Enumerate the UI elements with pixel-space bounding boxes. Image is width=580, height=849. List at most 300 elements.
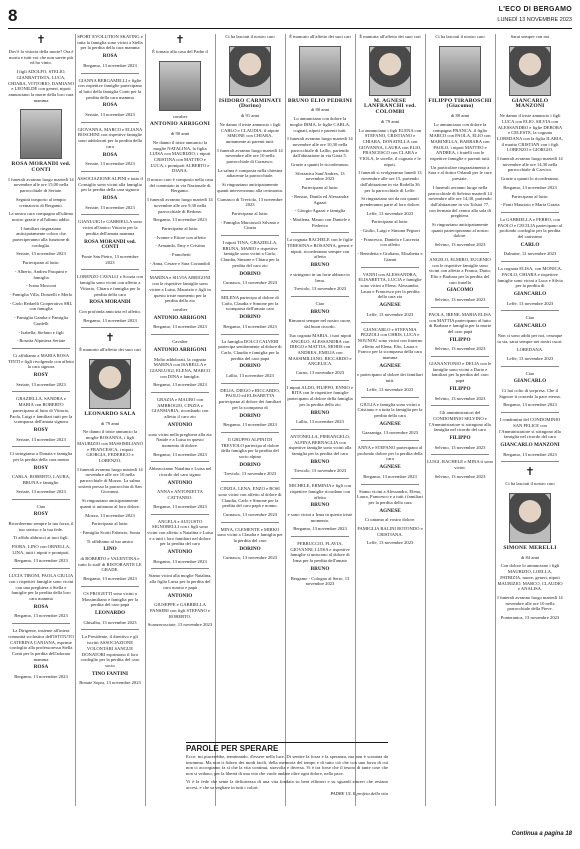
notice-text: FIORA, LINO con ORNELLA, LINA, tutti i nipoti e pronipoti. — [11, 544, 71, 555]
notice-name: GIANCARLO — [513, 323, 547, 330]
portrait-photo — [509, 46, 551, 96]
notice-divider — [361, 440, 419, 441]
notice-text: Leffe, 13 novembre 2023 — [366, 540, 414, 546]
notice-text: Ci ha lasciati il nostro caro — [435, 34, 485, 39]
notice-text: I familiari ringraziano anticipatamente coloro che parteciperanno alla funzione di cordoglio. — [12, 225, 70, 248]
notice-divider — [221, 235, 279, 236]
notice-text: Ponteranica, 13 novembre 2023 — [500, 615, 560, 621]
notice-text: Bergamo, 13 novembre 2023 — [14, 613, 68, 619]
notice-text: e stringono in un forte abbraccio Irma. — [290, 271, 350, 283]
notice-text: ASSOCIAZIONE ALPINI e tutto il Consiglio sono vicini alla famiglia per la perdita della cara signora — [77, 175, 143, 193]
notice-divider — [12, 499, 70, 500]
notice-text: Grazie a quanti le ricorderanno. — [290, 162, 350, 168]
notice-name: TINO FANTINI — [91, 670, 129, 677]
notice-text: La salma è composta nella chiesina adiacente la parrocchiale. — [217, 167, 283, 179]
notice-text: - Benedetta e Giuliano, Elisabetta e Gianni — [357, 251, 423, 262]
notice-divider — [151, 270, 209, 271]
notice-text: È mancato all'affetto dei suoi cari — [289, 34, 351, 39]
notice-divider — [221, 334, 279, 335]
portrait-photo — [369, 46, 411, 96]
notice-divider — [81, 122, 139, 123]
notice-text: Con dolore lo annunciano i figli MAURIZIO, LOELLA, PATRIZIA, nuore, generi, nipoti MAURIZIO, MARCO, CLAUDIO e ANALISA. — [497, 563, 563, 592]
notice-text: Selvino, 13 novembre 2023 — [434, 242, 486, 248]
notice-text: - Rosetta Alpiniera Seriate — [16, 338, 66, 344]
notice-text: e partecipano al dolore dei familiari tutti. — [357, 372, 423, 384]
notice-name: ROSY — [33, 511, 49, 518]
notice-text: Lallio, 13 novembre 2023 — [296, 419, 344, 425]
notice-text: Si ringraziano sin da ora quanti prenderanno parte al loro dolore. — [359, 196, 421, 207]
notice-divider — [501, 310, 559, 311]
notice-text: Con profonda amicizia ed affetto. — [79, 308, 141, 314]
notice-text: Il nostro caro è composto nella casa del commiato in via Nazionale di Bergamo. — [147, 177, 213, 194]
column-7 — [427, 34, 493, 806]
notice-text: Scanzorosciate, 13 novembre 2023 — [147, 622, 213, 628]
notice-text: sono vicini nella preghiera alla zia Natale e a Luisa in questo momento di dolore. — [148, 431, 212, 448]
notice-text: ANTONELLA, PIERANGELO, ALFINA BERNAGLIA con rispettive famiglie sono vicini alla famiglia per la perdita del caro — [288, 433, 352, 457]
deceased-name: ANTONIO ARRIGONI — [149, 121, 211, 128]
portrait-photo — [20, 109, 62, 159]
notice-text: Ti affido abbracci ai tuoi figli. — [13, 535, 69, 541]
notice-text: La Presidente, il direttivo e gli iscritti ASSOCIAZIONE VOLONTARI SANGUE DONATORI esprimono il loro cordoglio per la perdita del caro socio — [80, 634, 140, 668]
notice-text: Bergamo, 13 novembre 2023 — [153, 558, 207, 564]
notice-name: DORINO — [239, 314, 261, 321]
portrait-photo — [89, 359, 131, 409]
notice-text: Leffe, 13 novembre 2023 — [506, 355, 554, 361]
notice-name: LINO — [103, 546, 117, 553]
notice-text: Seriate, 13 novembre 2023 — [85, 204, 135, 210]
notice-divider — [81, 586, 139, 587]
notice-text: Leffe, 13 novembre 2023 — [506, 300, 554, 306]
cross-icon: ✝ — [36, 34, 46, 46]
notice-text: Ciao — [525, 315, 535, 321]
notice-text: Partecipano al lutto: — [301, 185, 339, 191]
notice-divider — [221, 290, 279, 291]
deceased-name: ISIDORO CARMINATI (Dorino) — [218, 97, 282, 110]
notice-text: Ci uniamo al vostro dolore. — [364, 517, 416, 523]
notice-text: Rimarrai sempre nel nostro cuore, dal buon ricordo. — [288, 318, 352, 330]
notice-divider — [12, 348, 70, 349]
notice-text: Dalmine, 12 novembre 2023 — [503, 251, 557, 257]
notice-text: - Famiglia Gamba e Famiglia Gardelli — [13, 315, 69, 326]
notice-text: Mozzo, 13 novembre 2023 — [85, 512, 135, 518]
notice-name: FILIPPO — [449, 336, 471, 343]
notice-name: ANTONIO ARRIGONI — [153, 314, 207, 321]
notice-text: - Carlo Redaelli Cooperativa SRL con famiglia — [9, 300, 73, 312]
notice-name: ANTONIO — [167, 479, 193, 486]
notice-text: GIUSEPPE e GABRIELLA PANSERI con figli STEFANO e ROBERTO. — [150, 602, 210, 619]
notice-text: I funerali avranno luogo martedì 14 novembre alle ore 10 nella parrocchiale della Pieve. — [497, 594, 563, 612]
notice-text: ANGELO, ELMIRO, EUGENIO con le rispettive famiglie sono vicini con affetto a Franca, Dario, Elio e Barbara per la perdita del caro fratello — [428, 256, 492, 285]
notice-text: È mancato all'affetto dei suoi cari — [79, 347, 141, 353]
notice-text: LOREDANA. — [516, 347, 544, 353]
notice-text: di ROBERTO e VALENTINA e tutto lo staff di RISTORANTE LE GRADE. — [78, 556, 142, 573]
deceased-name: BRUNO ELIO PEDRINI — [287, 97, 353, 104]
notice-text: di 91 anni — [240, 113, 260, 119]
notice-text: Seriate, 13 novembre 2023 — [16, 381, 66, 387]
notice-text: Siamo vicini a Alessandro, Elena, Laura, Francesco e a tutti i familiari per la perdita della cara — [357, 488, 423, 505]
notice-name: DORINO — [239, 363, 261, 370]
notice-name: DORINO — [239, 545, 261, 552]
notice-text: Bergamo, 13 novembre 2023 — [83, 62, 137, 68]
notice-text: - Marilena, Mauro con Daniele e Federico — [289, 216, 351, 228]
notice-text: Molto addolorati, la cognata MARINA con ISABELLA e GIANLUIGI, ELENA, MARCO con DINA e famiglie. — [149, 356, 211, 379]
notice-name: FILIPPO — [449, 385, 471, 392]
deceased-name: ROSA MORANDI ved. CONTI — [11, 161, 71, 174]
notice-text: I condomini del CONDOMINIO SAN FELICE con l'Amministratore si stringono alla famiglia nel ricordo del caro — [499, 417, 561, 440]
notice-text: Selvino, 13 novembre 2023 — [434, 473, 486, 479]
notice-divider — [361, 267, 419, 268]
notice-divider — [291, 429, 349, 430]
notice-text: Partecipano al lutto: — [511, 193, 549, 199]
notice-text: LUIGI, RACHELE e MINA ti sono vicini. — [427, 459, 493, 471]
notice-name: ROSY — [33, 426, 49, 433]
column-3 — [147, 34, 213, 734]
notice-text: È tornato alla casa del Padre il — [152, 49, 208, 54]
notice-text: Gli amministratori del CONDOMINIO SELVINO e l'Amministratore si stringono alla famiglia nel ricordo del caro — [429, 410, 491, 433]
notice-text: Bergamo, 13 novembre 2023 — [14, 674, 68, 680]
notice-text: Dov'è la vittoria della morte? Ora è morta e tutti voi che non sarete più ed ho vinto. — [8, 49, 74, 66]
notice-text: Ci hai colto di sorpresa. Che il Signore ti conceda la pace eterna. — [499, 388, 561, 399]
notice-text: Il GRUPPO ALPINI DI TREVIOLO partecipa al dolore della famiglia per la perdita del socio alpino — [220, 436, 280, 460]
notice-text: Curnasco di Treviolo, 13 novembre 2023 — [217, 196, 283, 208]
notice-text: e sono vicini a Irma in questo triste momento. — [287, 511, 353, 523]
notice-text: ANNA e ANTONIETTA CATTANEO. — [157, 489, 203, 501]
notice-text: Ci ha lasciati il nostro caro — [225, 34, 275, 39]
column-4 — [217, 34, 283, 734]
notice-name: BRUNO — [310, 565, 330, 572]
notice-divider — [81, 629, 139, 630]
notice-divider — [501, 366, 559, 367]
notice-name: AGNESE — [379, 302, 401, 309]
notice-text: Siamo vicini alla moglie Natalina, alla figlia Luisa per la perdita del caro marito e papà — [148, 573, 212, 590]
notice-text: Seriate, 13 novembre 2023 — [16, 436, 66, 442]
notice-divider — [291, 536, 349, 537]
column-rule — [145, 34, 146, 806]
notice-text: Non ci sono addii per noi, ovunque tu sia, sarai sempre nei nostri cuori. — [497, 332, 563, 344]
notice-name: LEONARDO — [95, 610, 125, 616]
notice-divider — [431, 307, 489, 308]
notice-text: Ti affidiamo al tuo amico — [86, 538, 134, 544]
notice-text: Bergamo - Cologno al Serio, 13 novembre 2023 — [290, 575, 350, 587]
notice-text: Cavalier — [172, 339, 188, 345]
notice-name: BRUNO — [310, 308, 330, 315]
portrait-photo — [439, 46, 481, 96]
notice-name: ROSA — [102, 53, 118, 60]
notice-text: Ghisalba, 13 novembre 2023 — [83, 619, 137, 625]
notice-text: Ponte San Pietro, 13 novembre 2023 — [81, 253, 139, 265]
notice-text: Bergamo, 13 novembre 2023 — [503, 184, 557, 190]
notice-text: GRAZIA e MAURO con AMBROGIO, CINZIA e GIANMARIA, ricordando con affetto il caro zio — [151, 397, 209, 420]
notice-name: GIANCARLO MANZONI — [500, 441, 560, 448]
notice-text: I nipoti ALDO, FILIPPO, ENNIO e RITA con le rispettive famiglie partecipano al dolore della famiglia per la perdita dello zio — [287, 384, 353, 407]
notice-text: I funerali avranno luogo martedì 14 novembre alle ore 15,00 nella parrocchiale di Seriate. — [8, 176, 74, 194]
column-rule — [285, 34, 286, 806]
notice-text: Leffe, 13 novembre 2023 — [366, 386, 414, 392]
notice-text: I funerali avranno luogo martedì 14 novembre alle ore 10,30 nella parrocchiale di Lallio, partendo dall'abitazione in via Gioia 5. — [287, 136, 353, 159]
notice-name: BRUNO — [310, 262, 330, 269]
notice-text: Leffe, 13 novembre 2023 — [366, 210, 414, 216]
notice-text: Bergamo, 13 novembre 2023 — [503, 451, 557, 457]
cross-icon: ✝ — [175, 34, 185, 46]
notice-name: ANTONIO — [167, 421, 193, 428]
notice-name: ROSY — [33, 372, 49, 379]
notice-divider — [291, 296, 349, 297]
notice-name: DORINO — [239, 412, 261, 419]
editorial-text-2: Vi è la fede che sente la delicatezza di una vita fondata su beni effimeri e su sguardi sinceri che restano accesi, e che sa vegliare in tutti i colori. — [186, 778, 388, 790]
notice-text: Sarai sempre con noi — [510, 34, 550, 39]
notice-text: FERRUCCIO, FLAVIA, GIOVANNI, LUISA e rispettive famiglie si uniscono al dolore di Irma per la perdita dell'amato — [290, 541, 350, 564]
notice-divider — [151, 568, 209, 569]
notice-divider — [291, 478, 349, 479]
notice-text: Curnasco, 13 novembre 2023 — [222, 280, 278, 286]
notice-text: Lo annunciano con dolore la moglie IRMA, le figlie CARLA, cognati, nipoti e parenti tutti. — [289, 116, 351, 133]
column-rule — [75, 34, 76, 806]
notice-text: - Alberto, Andrea Pasquini e famiglia — [14, 268, 68, 280]
notice-text: I funerali avranno luogo martedì 14 novembre alle ore 10 nella parrocchiale di Curnasco. — [217, 147, 283, 165]
notice-text: - Ivana Mosconi — [25, 283, 57, 289]
deceased-name: SIMONE MERELLI — [503, 545, 557, 552]
notice-text: Treviolo, 13 novembre 2023 — [293, 468, 347, 474]
notice-text: GIANANTONIO e DELIA con le famiglie sono vicini a Dario e familiari per la perdita del caro papà — [428, 361, 492, 384]
notice-text: Tua cognata MARIA, i tuoi nipoti ANGELO, ALESSANDRA con DIEGO e MATTIA, MORIS con ANDREA, EMILIA con MASSIMILIANO, RICCARDO e ANGELICA. — [288, 332, 352, 367]
notice-divider — [501, 212, 559, 213]
notice-text: - Franchetti — [169, 252, 191, 258]
portrait-photo — [159, 61, 201, 111]
notice-text: Curno, 13 novembre 2023 — [295, 370, 345, 376]
notice-name: ROSA — [102, 195, 118, 202]
notice-text: Ne danno il triste annuncio i figli CARLO e CLAUDIA, il nipote SIMONE con CHIARA, unitamente ai parenti tutti. — [219, 121, 281, 144]
notice-name: ROSA — [102, 151, 118, 158]
notice-name: ROSA — [102, 102, 118, 109]
notice-text: Bergamo, 13 novembre 2023 — [363, 473, 417, 479]
notice-divider — [151, 514, 209, 515]
notice-text: Bergamo, 13 novembre 2023 — [83, 317, 137, 323]
notice-text: Partecipano al lutto: — [161, 225, 199, 231]
notice-divider — [221, 383, 279, 384]
notice-name: AGNESE — [379, 362, 401, 369]
notice-name: DORINO — [239, 461, 261, 468]
notice-name: GIANCARLO — [513, 378, 547, 385]
notice-text: La famiglia DOLCI CALVERI partecipa sentitamente al dolore di Carlo, Claudia e famiglia per la perdita del caro papà — [218, 338, 282, 361]
notice-name: ROSA — [33, 603, 49, 610]
notice-text: MARINA e SILVIA ARRIGONI con le rispettive famiglie sono vicine a Luisa, Maurizio e figli in questo triste momento per la perdita dello zio — [149, 275, 211, 304]
notice-text: CARLA, ROBERTO, LAURA, BRUNA e famiglie. — [11, 474, 71, 486]
page-header — [8, 6, 572, 29]
notice-text: Bergamo, 13 novembre 2023 — [153, 503, 207, 509]
notice-text: Partecipano al lutto: — [91, 521, 129, 527]
notice-divider — [431, 454, 489, 455]
notice-text: GIANCARLO e STEFANIA PEZZOLI con CHRIS, LUCA e NOUNOU sono vicini con fraterno affetto ad Elena, Elio, Laura e Franco per la scomparsa della cara mamma — [357, 326, 423, 361]
notice-divider — [361, 484, 419, 485]
notice-text: Seguirà trasporto al tempio crematorio di Bergamo. — [16, 196, 66, 208]
notice-text: MICHELE, ERMINIA e figli con rispettive famiglie ricordano con affetto — [289, 483, 351, 500]
notice-name: AGNESE — [379, 464, 401, 471]
notice-divider — [221, 481, 279, 482]
notice-name: BRUNO — [310, 458, 330, 465]
notice-text: I funerali avranno luogo nella parrocchiale di Selvino martedì 14 novembre alle ore 14,30, partendo dall'abitazione in via Tolstoi 77, con fermata del centro alla sala di preghiera. — [428, 184, 492, 219]
notice-text: di 79 anni — [100, 420, 120, 426]
notice-text: Si ringraziano anticipatamente quanti si uniranno al loro dolore. — [79, 498, 141, 509]
notice-text: - Giorgio Agazzi e famiglia — [294, 208, 346, 214]
cross-icon: ✝ — [525, 466, 535, 479]
notice-text: FAMIGLIA BALINI ROTONDO e CRISTIANA. — [357, 526, 423, 537]
column-5 — [287, 34, 353, 734]
column-rule — [355, 34, 356, 806]
portrait-photo — [299, 46, 341, 96]
notice-text: Lo annunciano con dolore la compagna FRANCA, il figlio MARCO con PAOLA, ELIO con MARINELLA, BARBARA con PAOLO, i nipoti MATTEO e ANDREA, i fratelli con le rispettive famiglie e parenti tutti. — [429, 121, 491, 162]
notice-text: di 90 anni — [170, 131, 190, 137]
notice-name: ANTONIO — [167, 592, 193, 599]
notice-divider — [431, 405, 489, 406]
notice-name: AGNESE — [379, 507, 401, 514]
notice-text: SPORT EVOLUTION SKATING e tutta la famiglia sono vicini a Stella per la perdita della cara mamma — [77, 34, 143, 51]
notice-text: I funerali avranno luogo martedì 14 novembre alle ore 9,30 nella parrocchiale di Redona. — [147, 197, 213, 214]
notice-divider — [12, 623, 70, 624]
notice-text: GRAZIELLA, SANDRA e MARIA con ROBERTO partecipano al lutto di Vittorio, Paola, Luigi e familiari tutti per la scomparsa dell'amata signora — [9, 396, 73, 425]
notice-text: di 80 anni — [310, 107, 330, 113]
notice-text: Ciao — [36, 503, 46, 509]
notice-text: Partecipano al lutto: — [22, 260, 60, 266]
notice-text: ANNA e STEFANO partecipano al profondo dolore per la perdita della cara — [357, 445, 423, 462]
notice-text: Bergamo, 13 novembre 2023 — [223, 323, 277, 329]
notice-name: FILIPPO — [449, 435, 471, 442]
notice-name: AGNESE — [379, 420, 401, 427]
notice-text: I funerali avranno luogo martedì 14 novembre alle ore 14,30 nella parrocchiale di Carvico. — [497, 156, 563, 173]
notice-name: DORINO — [239, 270, 261, 277]
notice-name: GIACOMO — [446, 287, 474, 294]
notice-text: Treviolo, 13 novembre 2023 — [223, 471, 277, 477]
notice-text: - Famiglia Villa, Donzelli e Merlo — [9, 291, 73, 297]
editorial-text: Ecco: mi piacerebbe, terminando, d'essere nella luce. Di sentire la forza e la speranza, ma non è scontata da insomma. Ma non ti fidavo dei modi facili, della memoria del tempo e di tutto ciò che con una forza di cui non ci accorgiamo fa sì che la vita continui, stravolta e diversa. Vi è tra forse che il tesoro di tante cose che non si vedono, per la libertà di una vita che vuole andare oltre ogni dolore, nella pace. — [186, 753, 388, 777]
notice-divider — [12, 446, 70, 447]
notice-divider — [361, 322, 419, 323]
notice-text: GIANLUIGI e GABRIELLA sono vicini all'amico Vittorio per la perdita dell'amata mamma — [78, 219, 142, 236]
notice-text: - Famiglia Marcassoli Silvano e Cinzia — [220, 219, 280, 231]
notice-divider — [12, 568, 70, 569]
notice-text: - Famiglia Scotti Fabrizio, Sonia — [79, 529, 141, 535]
notice-text: Seriate, 13 novembre 2023 — [16, 251, 66, 257]
notice-text: Curnasco, 13 novembre 2023 — [222, 511, 278, 517]
notice-text: Bergamo, 13 novembre 2023 — [223, 422, 277, 428]
deceased-name: FILIPPO TIRABOSCHI (Giacomo) — [428, 97, 492, 110]
notice-divider — [81, 327, 139, 328]
notice-text: I figli ADOLFO, STELIO, GIANBATTISTA, LUCA, CHIARA, VITTORIO, DAMIANO e LEONILDE con generi, nipoti annunciano la morte della loro cara mamma — [8, 69, 74, 103]
notice-text: Bergamo, 13 novembre 2023 — [83, 576, 137, 582]
notice-text: I nipoti TINA, GRAZIELLA, BRUNA, MARIO e rispettive famiglie sono vicini a Carlo, Claudia, Simone e Chiara per la perdita del caro zio — [220, 240, 280, 268]
notice-name: ROSA MORANDI ved. CONTI — [84, 238, 136, 251]
notice-text: Bergamo, 13 novembre 2023 — [293, 526, 347, 532]
notice-divider — [291, 232, 349, 233]
notice-text: Seriate, 13 novembre 2023 — [85, 112, 135, 118]
notice-text: Ci ha lasciati il nostro caro — [505, 481, 555, 487]
notice-text: Bergamo, 13 novembre 2023 — [153, 217, 207, 223]
notice-name: ROSA — [33, 664, 49, 671]
column-6 — [357, 34, 423, 734]
notice-text: Ricorderemo sempre la tua forza, il tuo sorriso e la tua fede. — [8, 520, 74, 532]
notice-divider — [12, 391, 70, 392]
notice-text: CINZIA, LENA, ENZO e ROSI sono vicini con affetto al dolore di Claudia, Carlo e Simone per la perdita del caro papà e nonno. — [218, 486, 282, 509]
deceased-name: GIANCARLO MANZONI — [511, 97, 549, 110]
notice-text: Lo annunciano i figli ELENA con STEFANO, CRISTIANO e CHIARA, DONATELLA con GIOVANNA, LAURA con ELIO, FRANCESCO con CLARA e VIOLA, le sorelle, il cognato e le nipoti. — [358, 127, 422, 167]
notice-divider — [221, 522, 279, 523]
cross-icon: ✝ — [105, 332, 115, 345]
notice-text: Lallio, 13 novembre 2023 — [226, 373, 274, 379]
notice-text: Selvino, 13 novembre 2023 — [434, 346, 486, 352]
notice-text: Bonate Sopra, 13 novembre 2023 — [79, 680, 141, 686]
notice-divider — [431, 252, 489, 253]
notice-text: Si ringraziano anticipatamente quanti parteciperanno al nostro dolore. — [431, 222, 489, 239]
column-rule — [215, 34, 216, 806]
column-2 — [77, 34, 143, 806]
notice-text: I funerali si svolgeranno lunedì 13 novembre alle ore 15, partendo dall'abitazione in via Rodella 36 per la parrocchiale di Leffe. — [358, 170, 422, 193]
notice-name: ANTONIO — [167, 549, 193, 556]
notice-text: Selvino, 13 novembre 2023 — [434, 297, 486, 303]
notice-text: Ciao — [525, 370, 535, 376]
notice-name: GIANCARLO — [513, 290, 547, 297]
notice-text: Sforzatica Sant'Andrea, 13 novembre 2023 — [295, 170, 345, 182]
notice-divider — [151, 334, 209, 335]
notice-text: Ne danno il triste annuncio i figli LUCA con ELIO, SILVIA con ALESSANDRO e figlie DEBORA e CELESTE, la cognata LOREDANA con la figlia ILARIA, il marito CRISTIAN con i figli LORENZO e GIORGIO. — [497, 113, 563, 153]
notice-divider — [81, 269, 139, 270]
notice-text: Un particolare ringraziamento a Sara e al dottor Orlandi per le cure prestate. — [428, 164, 492, 182]
notice-name: CARLO — [520, 241, 540, 248]
notice-divider — [431, 356, 489, 357]
notice-text: - Giulio, Luigi e Simona Pegurri — [360, 228, 420, 234]
portrait-photo — [229, 46, 271, 96]
notice-divider — [501, 261, 559, 262]
editorial-signature: PADRE UL Il profeta della vita — [330, 790, 388, 796]
notice-text: Curnasco, 13 novembre 2023 — [222, 555, 278, 561]
notice-text: Selvino, 13 novembre 2023 — [434, 444, 486, 450]
notice-text: - Armando, Emy e Cristina — [155, 243, 205, 249]
notice-divider — [291, 380, 349, 381]
notice-text: Si ringraziano anticipatamente quanti interverranno alla cerimonia. — [217, 182, 283, 193]
notice-text: Bergamo, 13 novembre 2023 — [153, 451, 207, 457]
notice-text: ANGELA e AUGUSTO SIGNORELLI con i figli sono vicini con affetto a Natalina e Luisa e a tutti i loro familiari nel dolore per la perdita del caro — [147, 518, 213, 547]
notice-text: - Anna, Cesare e Sara Coriandoli — [149, 260, 211, 266]
notice-text: cavalier — [172, 306, 188, 312]
notice-text: Gazzaniga, 13 novembre 2023 — [361, 430, 419, 436]
notice-text: Bergamo, 13 novembre 2023 — [503, 402, 557, 408]
portrait-photo — [509, 493, 551, 543]
notice-divider — [501, 461, 559, 462]
notice-text: DELIA, DIEGO e RICCARDO, PAOLO ed ELISABETTA partecipano al dolore dei familiari per la scomparsa di — [218, 387, 282, 410]
notice-text: Seriate, 13 novembre 2023 — [85, 161, 135, 167]
notice-text: di 80 anni — [450, 113, 470, 119]
notice-divider — [221, 432, 279, 433]
notice-text: Ne danno il triste annuncio la moglie ROSANNA, i figli MAURIZIO con MASSIMILIANO e FRANCESCA, i nipoti GIORGIA, FEDERICO e LORENZO. — [77, 429, 143, 463]
notice-text: Grazie a quanti lo ricorderanno. — [500, 176, 560, 182]
notice-text: I funerali avranno luogo martedì 14 novembre alle ore 10 nella parrocchiale di Mozzo. La salma sosterà presso la parrocchia di San Giovanni. — [77, 466, 143, 495]
column-8 — [497, 34, 563, 806]
notice-text: Treviolo, 13 novembre 2023 — [293, 286, 347, 292]
notice-text: La Dirigente, insieme all'intera comunità scolastica dell'ISTITUTO CATERINA CANIANA, esprime cordoglio alla professoressa Stella Conti per la perdita dell'adorata mamma — [8, 628, 74, 662]
dateline: LUNEDÌ 13 NOVEMBRE 2023 — [497, 17, 572, 23]
notice-text: LORENZO CAVALLI e Scozia con famiglia sono vicini con affetto a Vittorio, Chiara e famiglia per la perdita della cara — [77, 274, 143, 297]
notice-text: Partecipano al lutto: — [371, 219, 409, 225]
notice-text: MINA, CLEMENTE e MIRKO sono vicini a Claudia e famiglia per la perdita del caro — [217, 526, 283, 544]
notice-name: ANTONIO ARRIGONI — [153, 346, 207, 353]
notice-divider — [501, 412, 559, 413]
notice-text: Leffe, 13 novembre 2023 — [366, 311, 414, 317]
notice-text: - Francesco, Daniela e Lucrezia con affetto — [360, 236, 420, 248]
column-1 — [8, 34, 74, 806]
notice-text: La cognata RACHELE con le figlie TERESINA e ROSANNA, generi e nipoti, ricorderanno sempre con affetto — [287, 237, 353, 260]
notice-text: LUCIA TIRONI, PAOLA GIULIA con i rispettivi famiglie sono vicini con una preghiera a Stella e famiglie per la perdita della loro cara mamma — [8, 573, 74, 601]
notice-name: BRUNO — [310, 502, 330, 509]
notice-text: CS PROGETTI sono vicini a Massimiliano e famiglia per la perdita del caro papà — [81, 590, 139, 608]
notice-text: di 79 anni — [380, 118, 400, 124]
